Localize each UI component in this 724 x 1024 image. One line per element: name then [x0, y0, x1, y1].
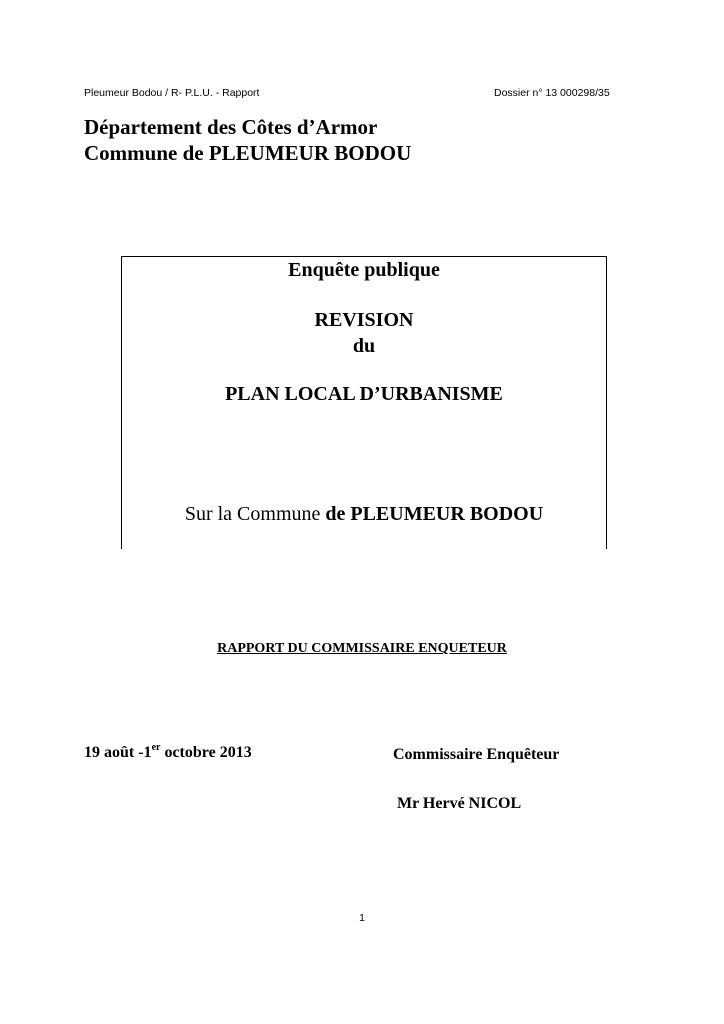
page-number: 1 — [359, 912, 365, 924]
inquiry-dates — [84, 744, 252, 762]
commissioner-role: Commissaire Enquêteur — [393, 746, 560, 763]
dates-superscript: er — [151, 742, 161, 753]
commune-subtitle-prefix: Sur la Commune — [184, 503, 326, 525]
commissioner-name: Mr Hervé NICOL — [397, 795, 522, 812]
plu-title: PLAN LOCAL D’URBANISME — [225, 383, 503, 405]
dates-start: 19 août -1 — [84, 744, 152, 761]
department-heading — [84, 114, 411, 166]
revision-title: REVISION — [314, 309, 414, 331]
commune-line: Commune de PLEUMEUR BODOU — [84, 141, 412, 165]
title-box — [121, 256, 607, 549]
report-title: RAPPORT DU COMMISSAIRE ENQUETEUR — [217, 641, 507, 656]
header-dossier-number: Dossier n° 13 000298/35 — [494, 87, 610, 99]
department-line: Département des Côtes d’Armor — [84, 115, 378, 139]
du-title: du — [352, 335, 376, 357]
inquiry-title: Enquête publique — [288, 259, 440, 281]
commune-subtitle — [122, 502, 606, 526]
commune-subtitle-name: de PLEUMEUR BODOU — [325, 503, 544, 525]
header-left-text: Pleumeur Bodou / R- P.L.U. - Rapport — [84, 87, 260, 99]
dates-end: octobre 2013 — [160, 744, 252, 761]
